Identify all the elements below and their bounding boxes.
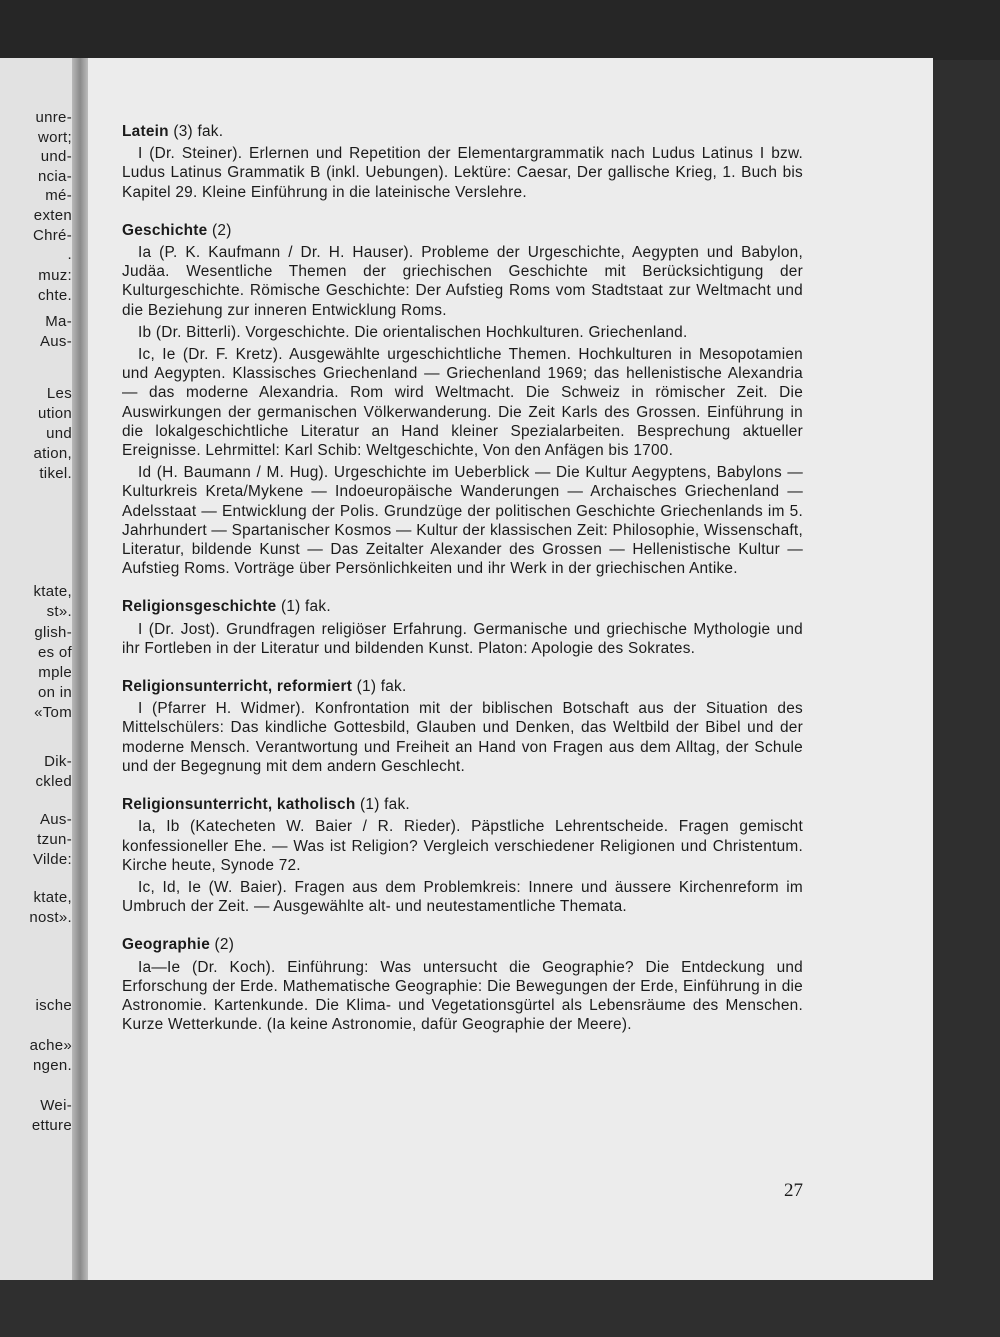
course-section [122,935,803,1034]
course-description: Ic, Ie (Dr. F. Kretz). Ausgewählte urgeschichtliche Themen. Hochkulturen in Mesopotamien und Aegypten. Klassisches Griechenland — Griechenland 1969; das hellenistische Alexandria — das moderne Alexandria. Rom wird Weltmacht. Die Schweiz in römischer Zeit. Die Auswirkungen der germanischen Völkerwanderung. Die Zeit Karls des Grossen. Einführung in die lokalgeschichtliche Literatur an Hand kleiner Spezialarbeiten. Besprechung aktueller Ereignisse. Lehrmittel: Karl Schib: Weltgeschichte, Von den Anfägen bis 1700. [122,346,803,460]
left-page-fragment: «Tom [34,704,72,721]
left-page-fragment: st». [46,603,72,620]
section-heading [122,935,803,954]
left-page-fragment: Vilde: [32,851,72,868]
left-page-fragment: ution [37,405,72,422]
left-page-fragment: nost». [29,909,72,926]
left-page-fragment: es of [37,644,72,661]
left-page-fragment: chte. [37,287,72,304]
left-page-fragment: tzun- [37,831,72,848]
section-hours: (2) [207,221,232,239]
section-heading [122,795,803,814]
scan-background-top [0,0,1000,60]
course-description: Ib (Dr. Bitterli). Vorgeschichte. Die orientalischen Hochkulturen. Griechenland. [138,323,688,341]
section-hours: (1) fak. [276,598,331,616]
course-section [122,221,803,579]
left-page-fragment: Chré- [32,227,72,244]
left-page-fragment: ngen. [32,1057,72,1074]
section-hours: (1) fak. [355,796,410,814]
section-heading [122,221,803,240]
course-description: Id (H. Baumann / M. Hug). Urgeschichte im Ueberblick — Die Kultur Aegyptens, Babylons — Kulturkreis Kreta/Mykene — Indoeuropäische Wanderungen — Archaisches Griechenland — Adelsstaat — Entwicklung der Polis. Grundzüge der politischen Geschichte Griechenlands im 5. Jahrhundert — Spartanischer Kosmos — Kultur der klassischen Zeit: Philosophie, Wissenschaft, Literatur, bildende Kunst — Das Zeitalter Alexander des Grossen — Hellenistische Kultur — Aufstieg Roms. Vorträge über Persönlichkeiten und ihr Werk in der griechischen Antike. [122,464,803,578]
section-heading [122,677,803,696]
section-title: Latein [122,123,169,140]
section-hours: (1) fak. [352,678,407,696]
left-page-fragment: mé- [45,187,72,204]
left-page-fragment: tikel. [39,465,72,482]
course-description: I (Pfarrer H. Widmer). Konfrontation mit der biblischen Botschaft aus der Situation des Mittelschülers: Das kindliche Gottesbild, Glauben und Denken, das Weltbild der Bibel und der moderne Mensch. Verantwortung und Freiheit an Hand von Fragen aus dem Alltag, der Schule und der Begegnung mit dem andern Geschlecht. [122,700,803,775]
left-page-fragment: ktate, [33,583,72,600]
left-page-fragment: Aus- [39,811,72,828]
left-page-fragment: exten [33,207,72,224]
section-hours: (3) fak. [168,123,224,140]
course-description: Ia (P. K. Kaufmann / Dr. H. Hauser). Probleme der Urgeschichte, Aegypten und Babylon, Judäa. Wesentliche Themen der griechischen Geschichte mit Berücksichtigung der Kulturgeschichte. Römische Geschichte: Der Aufstieg Roms vom Stadtstaat zur Weltmacht und die Beziehung zur inneren Entwicklung Roms. [122,244,803,319]
left-page-fragment: glish- [34,624,72,641]
left-page-fragment: ncia- [37,168,72,185]
left-page-fragment: ation, [33,445,72,462]
course-description: Ia, Ib (Katecheten W. Baier / R. Rieder). Päpstliche Lehrentscheide. Fragen gemischt konfessioneller Ehe. — Was ist Religion? Vergleich verschiedener Religionen und Christentum. Kirche heute, Synode 72. [122,818,803,874]
left-page-fragment: und [46,425,72,442]
left-page-fragment: und- [40,148,72,165]
left-page-fragment: Wei- [40,1097,72,1114]
left-page-fragment: ckled [35,773,72,790]
left-page-edge [0,58,78,1280]
left-page-fragment: . [67,246,72,263]
left-page-fragment: Aus- [39,333,72,350]
left-page-fragment: muz: [38,267,72,284]
section-title: Geographie [122,936,211,954]
section-title: Religionsunterricht, katholisch [122,796,356,814]
section-title: Religionsunterricht, reformiert [122,678,353,696]
left-page-fragment: mple [38,664,72,681]
left-page-fragment: Les [46,385,72,402]
left-page-fragment: ache» [29,1037,72,1054]
section-heading [122,597,803,616]
course-description: Ic, Id, Ie (W. Baier). Fragen aus dem Problemkreis: Innere und äussere Kirchenreform im Umbruch der Zeit. — Ausgewählte alt- und neutestamentliche Themata. [122,878,803,916]
section-title: Geschichte [122,221,208,239]
course-description: Ia—Ie (Dr. Koch). Einführung: Was untersucht die Geographie? Die Entdeckung und Erforschung der Erde. Mathematische Geographie: Die Bewegungen der Erde, Einführung in die Astronomie. Kartenkunde. Die Klima- und Vegetationsgürtel als Lebensräume des Menschen. Kurze Wetterkunde. (Ia keine Astronomie, dafür Geographie der Meere). [122,958,803,1034]
left-page-fragment: Ma- [45,313,72,330]
left-page-fragment: ktate, [33,889,72,906]
section-title: Religionsgeschichte [122,598,277,616]
left-page-fragment: wort; [37,129,72,146]
course-description: I (Dr. Jost). Grundfragen religiöser Erfahrung. Germanische und griechische Mythologie und ihr Fortleben in der Literatur und bildenden Kunst. Platon: Apologie des Sokrates. [122,620,803,657]
page-number: 27 [784,1180,803,1201]
left-page-fragment: Dik- [44,753,72,770]
section-heading [122,122,803,141]
left-page-fragment: ische [35,997,72,1014]
course-section [122,122,803,202]
document-page [88,58,933,1280]
page-content [122,122,803,1037]
left-page-fragment: on in [37,684,72,701]
course-section [122,597,803,658]
course-section [122,795,803,916]
left-page-fragment: unre- [35,109,72,126]
left-page-fragment: etture [31,1117,72,1134]
section-hours: (2) [210,936,235,954]
course-description: I (Dr. Steiner). Erlernen und Repetition der Elementargrammatik nach Ludus Latinus I bzw. Ludus Latinus Grammatik B (inkl. Uebungen). Lektüre: Caesar, Der gallische Krieg, 1. Buch bis Kapitel 29. Kleine Einführung in die lateinische Verslehre. [122,145,803,201]
course-section [122,677,803,776]
